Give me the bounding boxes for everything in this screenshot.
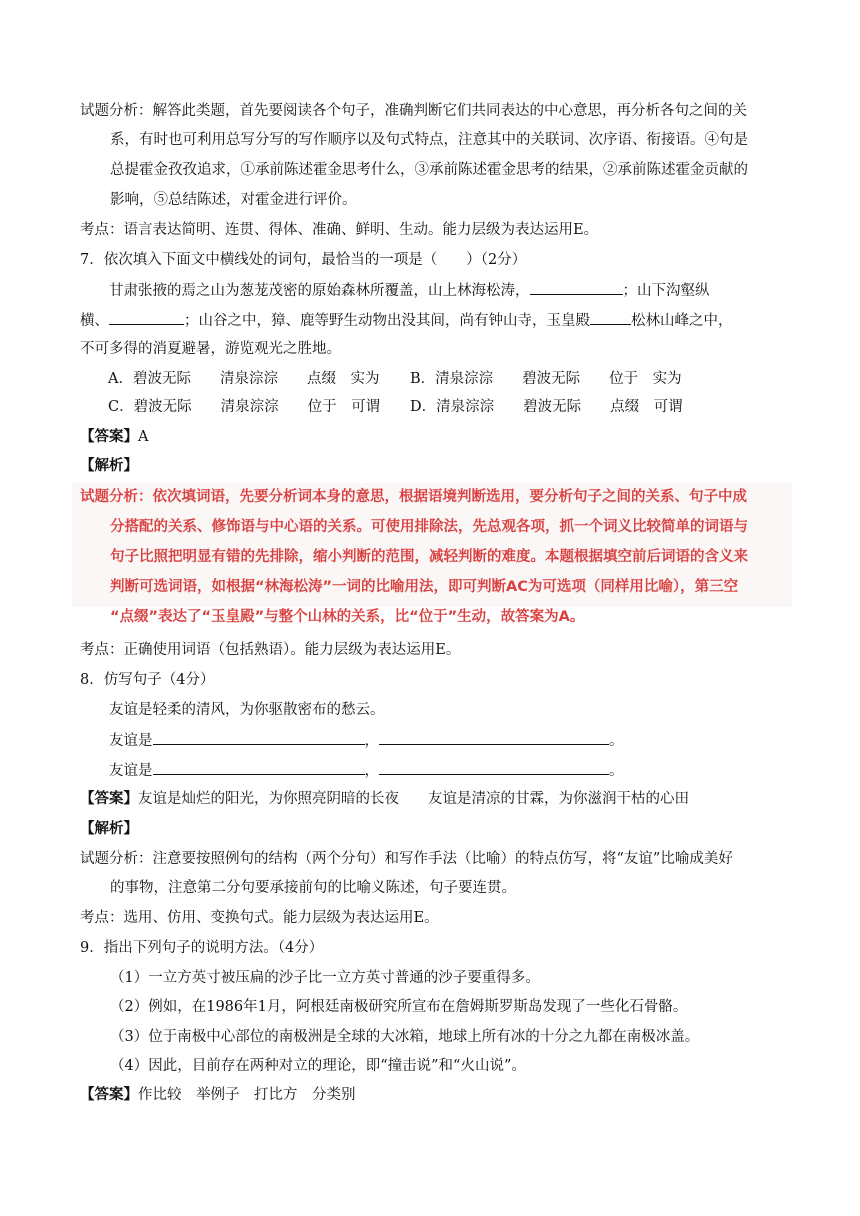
q9-sentence-4: （4）因此，目前存在两种对立的理论，即“撞击说”和“火山说”。 [110, 1058, 526, 1074]
blank-prefix: 友谊是 [109, 733, 153, 749]
q6-kaodian: 考点：语言表达简明、连贯、得体、准确、鲜明、生动。能力层级为表达运用E。 [80, 222, 599, 238]
q8-analysis-line-2: 的事物，注意第二分句要承接前句的比喻义陈述，句子要连贯。 [110, 880, 516, 896]
q7-analysis-line-4: 判断可选词语，如根据“林海松涛”一词的比喻用法，即可判断AC为可选项（同样用比喻），第三空 [110, 579, 739, 595]
q7-option-b: B．清泉淙淙 碧波无际 位于 实为 [410, 371, 682, 387]
fill-blank [153, 760, 365, 775]
blank-prefix: 友谊是 [109, 763, 153, 779]
fill-blank-1 [530, 280, 623, 295]
q7-jiexi-label: 【解析】 [80, 457, 138, 474]
fill-blank [153, 730, 365, 745]
q7-stem: 7．依次填入下面文中横线处的词句，最恰当的一项是（ ）（2分） [80, 252, 527, 268]
q7-answer [80, 427, 148, 447]
q7-passage-text: 甘肃张掖的焉之山为葱茏茂密的原始森林所覆盖，山上林海松涛， [109, 283, 530, 299]
q8-example: 友谊是轻柔的清风，为你驱散密布的愁云。 [109, 702, 385, 718]
fill-blank [379, 760, 609, 775]
q8-kaodian: 考点：选用、仿用、变换句式。能力层级为表达运用E。 [80, 910, 439, 926]
fill-blank-2 [109, 310, 184, 325]
q6-analysis-line-1: 试题分析：解答此类题，首先要阅读各个句子，准确判断它们共同表达的中心意思，再分析各句之间的关 [80, 103, 747, 119]
q9-stem: 9．指出下列句子的说明方法。（4分） [80, 940, 324, 956]
q8-analysis-line-1: 试题分析：注意要按照例句的结构（两个分句）和写作手法（比喻）的特点仿写，将“友谊”比喻成美好 [80, 851, 733, 867]
q7-passage-text: 横、 [80, 313, 109, 329]
q7-passage-line-1 [109, 280, 710, 301]
fill-blank [379, 730, 609, 745]
answer-label: 【答案】 [80, 1086, 138, 1103]
answer-value: A [138, 429, 149, 445]
q7-analysis-line-5: “点缀”表达了“玉皇殿”与整个山林的关系，比“位于”生动，故答案为A。 [110, 609, 585, 625]
q7-analysis-line-3: 句子比照把明显有错的先排除，缩小判断的范围，减轻判断的难度。本题根据填空前后词语的含义来 [110, 549, 748, 565]
punct: 。 [609, 733, 624, 749]
q7-passage-text: ；山谷之中，獐、鹿等野生动物出没其间，尚有钟山寺，玉皇殿 [184, 313, 590, 329]
q7-option-a: A．碧波无际 清泉淙淙 点缀 实为 [108, 371, 380, 387]
q6-analysis-line-3: 总提霍金孜孜追求，①承前陈述霍金思考什么，③承前陈述霍金思考的结果，②承前陈述霍金贡献的 [110, 162, 748, 178]
q8-blank-line-2 [109, 760, 624, 781]
q7-passage-line-3: 不可多得的消夏避暑，游览观光之胜地。 [80, 341, 341, 357]
punct: 。 [609, 763, 624, 779]
answer-label: 【答案】 [80, 790, 138, 807]
q7-option-d: D．清泉淙淙 碧波无际 点缀 可谓 [410, 399, 683, 415]
punct: ， [364, 733, 379, 749]
q7-passage-text: 松林山峰之中， [631, 313, 733, 329]
q8-jiexi-label: 【解析】 [80, 820, 138, 837]
q8-blank-line-1 [109, 730, 624, 751]
q9-sentence-3: （3）位于南极中心部位的南极洲是全球的大冰箱，地球上所有冰的十分之九都在南极冰盖。 [110, 1029, 700, 1045]
q7-option-c: C．碧波无际 清泉淙淙 位于 可谓 [108, 399, 381, 415]
q9-sentence-1: （1）一立方英寸被压扁的沙子比一立方英寸普通的沙子要重得多。 [110, 970, 540, 986]
fill-blank-3 [590, 310, 631, 325]
punct: ， [364, 763, 379, 779]
q6-analysis-line-2: 系，有时也可利用总写分写的写作顺序以及句式特点，注意其中的关联词、次序语、衔接语。④句是 [110, 132, 748, 148]
q8-answer [80, 789, 689, 809]
q7-analysis-line-1: 试题分析：依次填词语，先要分析词本身的意思，根据语境判断选用，要分析句子之间的关系、句子中成 [80, 489, 747, 505]
q7-passage-text: ；山下沟壑纵 [622, 283, 710, 299]
q9-answer [80, 1085, 356, 1105]
q8-stem: 8．仿写句子（4分） [80, 672, 215, 688]
q7-kaodian: 考点：正确使用词语（包括熟语）。能力层级为表达运用E。 [80, 642, 461, 658]
q7-analysis-line-2: 分搭配的关系、修饰语与中心语的关系。可使用排除法，先总观各项，抓一个词义比较简单的词语与 [110, 519, 748, 535]
q9-sentence-2: （2）例如，在1986年1月，阿根廷南极研究所宣布在詹姆斯罗斯岛发现了一些化石骨骼。 [110, 999, 688, 1015]
q6-analysis-line-4: 影响，⑤总结陈述，对霍金进行评价。 [110, 192, 357, 208]
answer-value: 友谊是灿烂的阳光，为你照亮阴暗的长夜 友谊是清凉的甘霖，为你滋润干枯的心田 [138, 791, 689, 807]
answer-label: 【答案】 [80, 428, 138, 445]
q7-passage-line-2 [80, 310, 733, 331]
answer-value: 作比较 举例子 打比方 分类别 [138, 1087, 356, 1103]
